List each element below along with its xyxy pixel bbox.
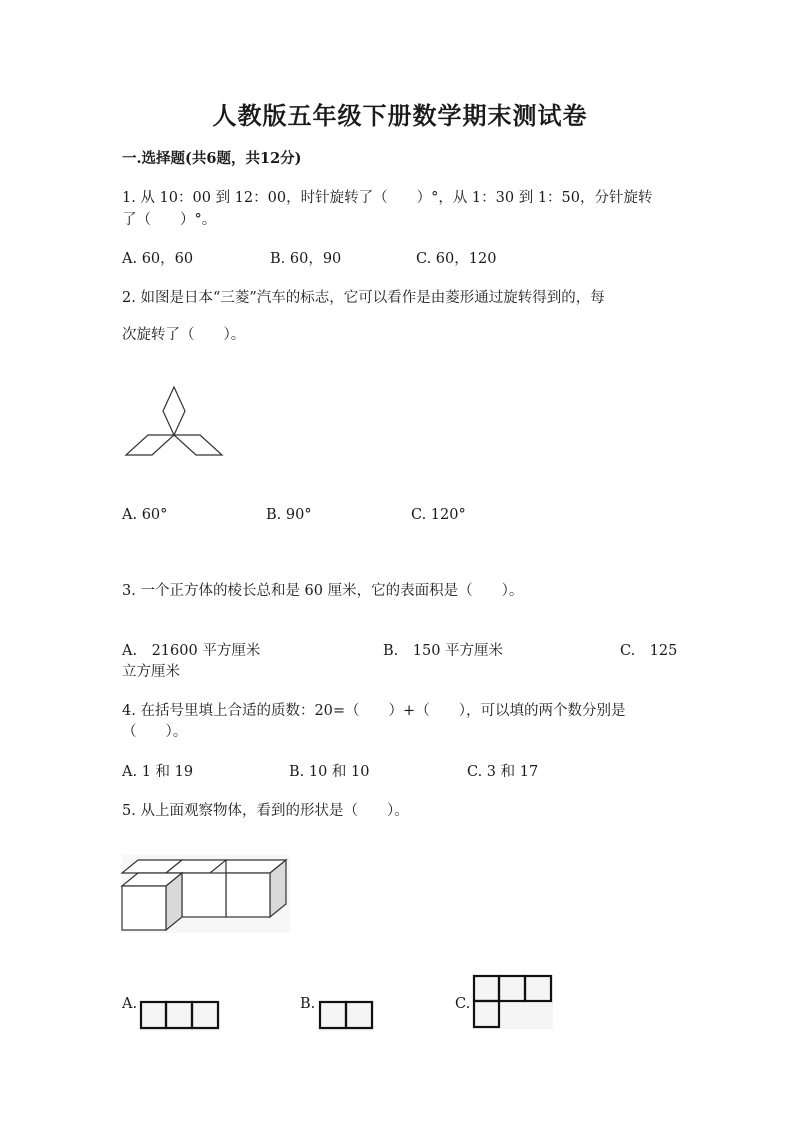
question-5-option-a-label: A. (122, 996, 138, 1012)
rhombus-left (126, 435, 174, 455)
cube-arrangement-figure (122, 855, 290, 933)
question-5-option-b-label: B. (300, 996, 316, 1012)
question-5-option-b-shape (319, 1001, 374, 1031)
question-4-text-cont: （ ）。 (122, 724, 188, 740)
question-3-option-a: A. 21600 平方厘米 (122, 643, 261, 659)
page-title: 人教版五年级下册数学期末测试卷 (212, 101, 588, 130)
question-4-option-c: C. 3 和 17 (467, 764, 539, 780)
question-3-option-b: B. 150 平方厘米 (383, 643, 504, 659)
question-1-option-a: A. 60，60 (122, 251, 194, 267)
question-5-option-a-shape (140, 1001, 220, 1031)
question-1-option-c: C. 60，120 (416, 251, 497, 267)
question-2-option-b: B. 90° (266, 507, 312, 523)
question-5-option-c-label: C. (455, 996, 471, 1012)
question-2-text-cont: 次旋转了（ ）。 (122, 327, 246, 343)
question-2-option-c: C. 120° (411, 507, 466, 523)
rhombus-right (174, 435, 222, 455)
question-4-option-a: A. 1 和 19 (122, 764, 194, 780)
question-5-option-c-shape (473, 975, 553, 1029)
question-1-text-cont: 了（ ）°。 (122, 212, 217, 228)
section-heading: 一.选择题(共6题，共12分) (122, 150, 302, 167)
question-1-option-b: B. 60，90 (270, 251, 342, 267)
question-5-text: 5. 从上面观察物体，看到的形状是（ ）。 (122, 803, 409, 819)
question-4-option-b: B. 10 和 10 (289, 764, 370, 780)
question-4-text: 4. 在括号里填上合适的质数：20=（ ）+（ ），可以填的两个数分别是 (122, 703, 626, 719)
mitsubishi-logo-figure (124, 385, 224, 459)
question-3-text: 3. 一个正方体的棱长总和是 60 厘米，它的表面积是（ ）。 (122, 583, 524, 599)
question-3-option-c: C. 125 (620, 643, 678, 659)
question-2-option-a: A. 60° (122, 507, 168, 523)
question-2-text: 2. 如图是日本“三菱”汽车的标志，它可以看作是由菱形通过旋转得到的，每 (122, 290, 605, 306)
rhombus-top (163, 387, 185, 435)
question-1-text: 1. 从 10：00 到 12：00，时针旋转了（ ）°，从 1：30 到 1：50，分针旋转 (122, 190, 653, 206)
question-3-option-c-unit: 立方厘米 (122, 664, 180, 680)
